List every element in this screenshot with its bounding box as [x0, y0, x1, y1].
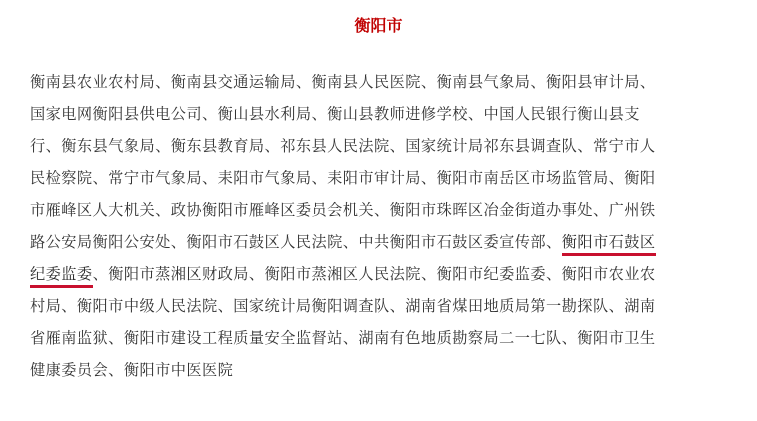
- list-text: 、衡阳市蒸湘区财政局、衡阳市蒸湘区人民法院、衡阳市纪委监委、衡阳市农业农: [92, 265, 656, 283]
- list-line: [30, 226, 730, 258]
- list-line: 行、衡东县气象局、衡东县教育局、祁东县人民法院、国家统计局祁东县调查队、常宁市人: [30, 137, 656, 155]
- list-line: 健康委员会、衡阳市中医医院: [30, 361, 234, 379]
- list-line: 市雁峰区人大机关、政协衡阳市雁峰区委员会机关、衡阳市珠晖区冶金街道办事处、广州铁: [30, 201, 656, 219]
- list-line: [30, 258, 730, 290]
- list-text: 路公安局衡阳公安处、衡阳市石鼓区人民法院、中共衡阳市石鼓区委宣传部、: [30, 233, 562, 251]
- page-title: 衡阳市: [354, 16, 403, 35]
- highlighted-unit-part2: 纪委监委: [30, 263, 93, 288]
- list-line: 村局、衡阳市中级人民法院、国家统计局衡阳调查队、湖南省煤田地质局第一勘探队、湖南: [30, 297, 656, 315]
- list-line: 省雁南监狱、衡阳市建设工程质量安全监督站、湖南有色地质勘察局二一七队、衡阳市卫生: [30, 329, 656, 347]
- list-line: 衡南县农业农村局、衡南县交通运输局、衡南县人民医院、衡南县气象局、衡阳县审计局、: [30, 73, 656, 91]
- highlighted-unit-part1: 衡阳市石鼓区: [562, 231, 656, 256]
- list-line: 民检察院、常宁市气象局、耒阳市气象局、耒阳市审计局、衡阳市南岳区市场监管局、衡阳: [30, 169, 656, 187]
- unit-list: [30, 66, 730, 386]
- list-line: 国家电网衡阳县供电公司、衡山县水利局、衡山县教师进修学校、中国人民银行衡山县支: [30, 105, 640, 123]
